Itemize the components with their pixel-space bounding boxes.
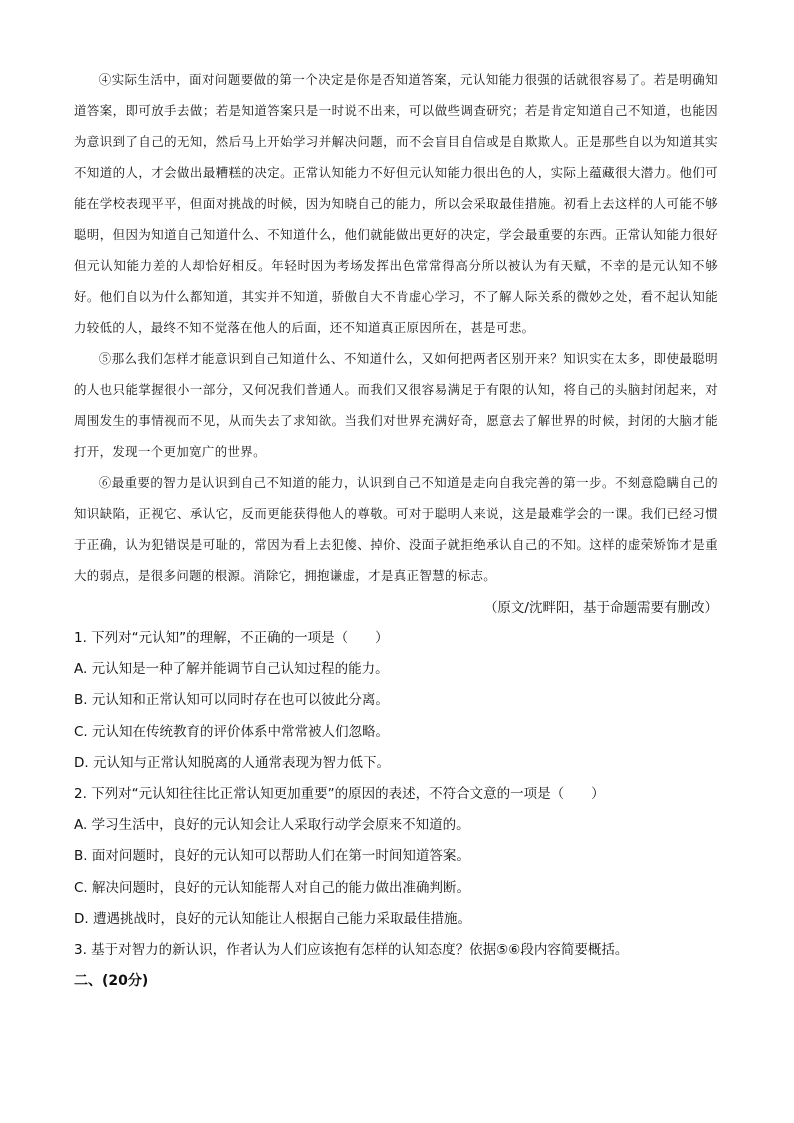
question-3 (74, 935, 718, 966)
option-b[interactable]: B. 元认知和正常认知可以同时存在也可以彼此分离。 (74, 692, 389, 709)
exam-page (74, 64, 718, 997)
option-d[interactable]: D. 遭遇挑战时，良好的元认知能让人根据自己能力采取最佳措施。 (74, 910, 471, 927)
section-heading: 二、(20分) (74, 973, 149, 990)
question-2 (74, 779, 718, 935)
option-a[interactable]: A. 元认知是一种了解并能调节自己认知过程的能力。 (74, 661, 389, 678)
option-a[interactable]: A. 学习生活中，良好的元认知会让人采取行动学会原来不知道的。 (74, 817, 470, 834)
passage-source: （原文/沈畔阳，基于命题需要有删改） (483, 600, 718, 616)
question-stem: 3. 基于对智力的新认识，作者认为人们应该抱有怎样的认知态度？依据⑤⑥段内容简要概括。 (74, 942, 629, 959)
passage-paragraph-5: ⑤那么我们怎样才能意识到自己知道什么、不知道什么，又如何把两者区别开来？知识实在太多，即使最聪明的人也只能掌握很小一部分，又何况我们普通人。而我们又很容易满足于有限的认知，将自己的头脑封闭起来，对周围发生的事情视而不见，从而失去了求知欲。当我们对世界充满好奇，愿意去了解世界的时候，封闭的大脑才能打开，发现一个更加宽广的世界。 (74, 351, 718, 459)
question-stem: 1. 下列对“元认知”的理解，不正确的一项是（ ） (74, 630, 389, 646)
option-c[interactable]: C. 解决问题时，良好的元认知能帮人对自己的能力做出准确判断。 (74, 879, 471, 896)
question-stem: 2. 下列对“元认知往往比正常认知更加重要”的原因的表述，不符合文意的一项是（ ） (74, 786, 605, 803)
passage-paragraph-4: ④实际生活中，面对问题要做的第一个决定是你是否知道答案，元认知能力很强的话就很容易了。若是明确知道答案，即可放手去做；若是知道答案只是一时说不出来，可以做些调查研究；若是肯定知道自己不知道，也能因为意识到了自己的无知，然后马上开始学习并解决问题，而不会盲目自信或是自欺欺人。正是那些自以为知道其实不知道的人，才会做出最糟糕的决定。正常认知能力不好但元认知能力很出色的人，实际上蕴藏很大潜力。他们可能在学校表现平平，但面对挑战的时候，因为知晓自己的能力，所以会采取最佳措施。初看上去这样的人可能不够聪明，但因为知道自己知道什么、不知道什么，他们就能做出更好的决定，学会最重要的东西。正常认知能力很好但元认知能力差的人却恰好相反。年轻时因为考场发挥出色常常得高分所以被认为有天赋，不幸的是元认知不够好。他们自以为什么都知道，其实并不知道，骄傲自大不肯虚心学习，不了解人际关系的微妙之处，看不起认知能力较低的人，最终不知不觉落在他人的后面，还不知道真正原因所在，甚是可悲。 (74, 72, 718, 335)
passage-paragraph-6: ⑥最重要的智力是认识到自己不知道的能力，认识到自己不知道是走向自我完善的第一步。不刻意隐瞒自己的知识缺陷，正视它、承认它，反而更能获得他人的尊敬。可对于聪明人来说，这是最难学会的一课。我们已经习惯于正确，认为犯错误是可耻的，常因为看上去犯傻、掉价、没面子就拒绝承认自己的不知。这样的虚荣矫饰才是重大的弱点，是很多问题的根源。消除它，拥抱谦虚，才是真正智慧的标志。 (74, 475, 718, 583)
option-b[interactable]: B. 面对问题时，良好的元认知可以帮助人们在第一时间知道答案。 (74, 848, 470, 865)
question-1 (74, 623, 718, 779)
option-d[interactable]: D. 元认知与正常认知脱离的人通常表现为智力低下。 (74, 754, 390, 771)
option-c[interactable]: C. 元认知在传统教育的评价体系中常常被人们忽略。 (74, 723, 390, 740)
